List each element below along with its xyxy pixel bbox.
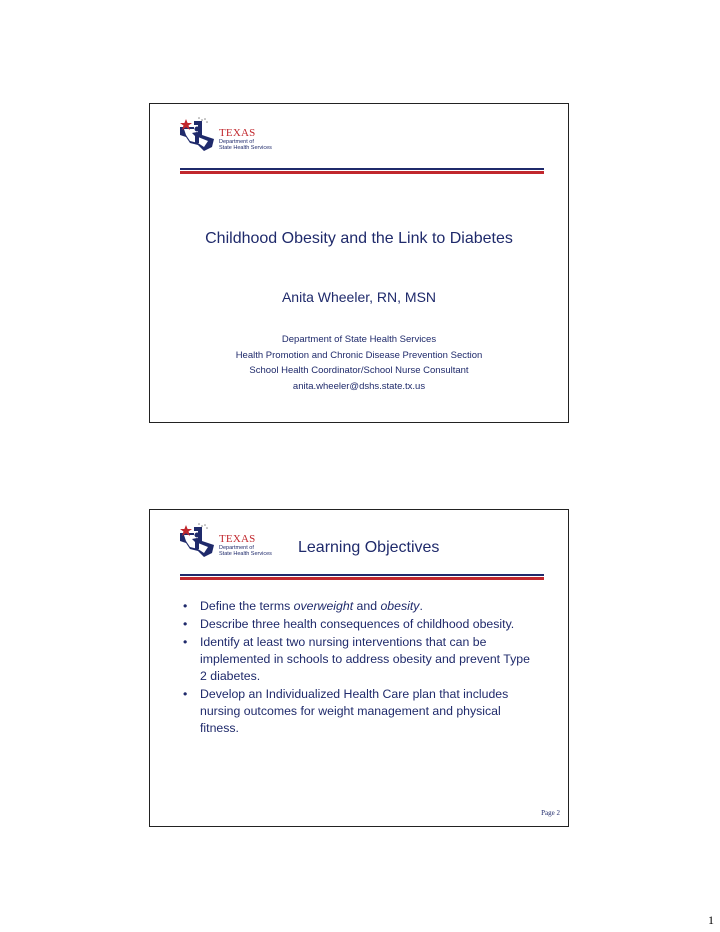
slide-2 — [149, 509, 569, 827]
texas-dshs-logo — [178, 117, 273, 157]
email-link[interactable]: anita.wheeler@dshs.state.tx.us — [292, 380, 426, 392]
bullet-text: Develop an Individualized Health Care plan that includes nursing outcomes for weight management and physical fitness. — [200, 687, 509, 735]
logo-subtitle — [219, 139, 279, 151]
slide-page-number: Page 2 — [541, 809, 560, 817]
term-overweight: overweight — [293, 599, 354, 613]
list-item — [180, 616, 540, 633]
bullet-text: Describe three health consequences of childhood obesity. — [200, 617, 515, 631]
texas-map-icon — [178, 523, 218, 559]
slide-title: Learning Objectives — [298, 539, 440, 556]
texas-dshs-logo — [178, 523, 273, 563]
logo-subtitle-line: Department of — [219, 139, 254, 145]
slide-title: Childhood Obesity and the Link to Diabetes — [205, 230, 513, 247]
bullet-text: . — [419, 599, 423, 613]
bullet-icon: • — [183, 687, 188, 701]
header-rule — [180, 168, 544, 174]
bullet-text: and — [353, 599, 381, 613]
logo-subtitle — [219, 545, 279, 557]
bullet-icon: • — [183, 635, 188, 649]
info-line: Health Promotion and Chronic Disease Prevention Section — [235, 349, 483, 361]
objectives-list — [180, 598, 540, 738]
logo-subtitle-line: State Health Services — [219, 145, 272, 151]
info-line: School Health Coordinator/School Nurse Consultant — [249, 365, 469, 376]
logo-title: TEXAS — [219, 127, 256, 139]
list-item — [180, 686, 540, 737]
term-obesity: obesity — [380, 599, 420, 613]
sheet-page-number: 1 — [708, 913, 714, 927]
header-rule — [180, 574, 544, 580]
list-item — [180, 634, 540, 685]
info-line: Department of State Health Services — [281, 334, 437, 345]
list-item — [180, 598, 540, 615]
slide-1 — [149, 103, 569, 423]
presenter-name: Anita Wheeler, RN, MSN — [281, 289, 437, 305]
presenter-info — [150, 332, 568, 394]
bullet-icon: • — [183, 599, 188, 613]
bullet-text: Define the terms — [200, 599, 294, 613]
logo-title: TEXAS — [219, 533, 256, 545]
bullet-text: Identify at least two nursing interventions that can be implemented in schools to address obesity and prevent Type 2 diabetes. — [200, 635, 530, 683]
logo-subtitle-line: State Health Services — [219, 551, 272, 557]
texas-map-icon — [178, 117, 218, 153]
bullet-icon: • — [183, 617, 188, 631]
logo-subtitle-line: Department of — [219, 545, 254, 551]
